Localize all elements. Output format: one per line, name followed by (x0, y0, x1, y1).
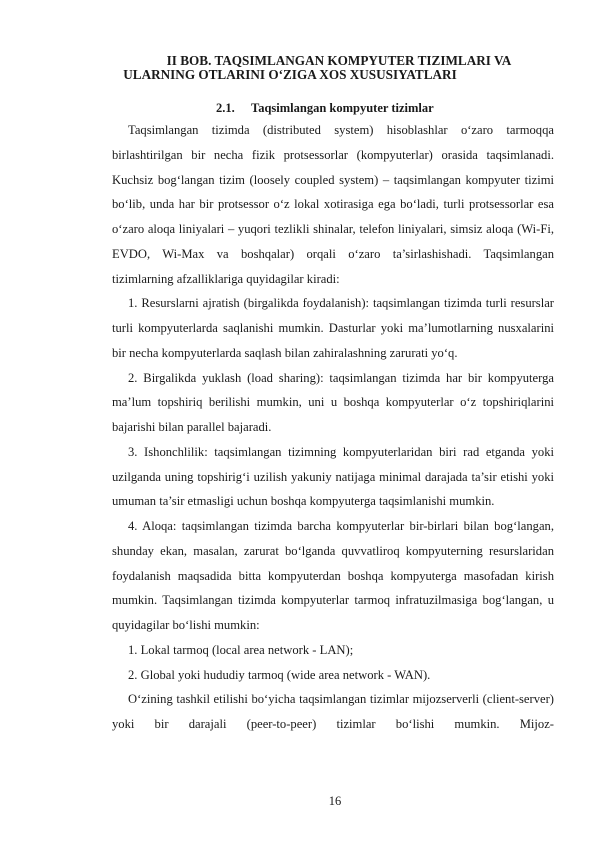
section-heading (216, 99, 434, 117)
page-number: 16 (328, 794, 342, 808)
chapter-title-line-1: II BOB. TAQSIMLANGAN KOMPYUTER TIZIMLARI VA (166, 53, 512, 68)
network-type-lan: 1. Lokal tarmoq (local area network - LAN); (128, 642, 354, 657)
body-text (112, 118, 554, 737)
section-number: 2.1. (216, 101, 235, 115)
paragraph-organization: O‘zining tashkil etilishi bo‘yicha taqsimlangan tizimlar mijozserverli (client-server) yoki bir darajali (peer-to-peer) tizimlar bo‘lishi mumkin. Mijoz- (112, 692, 554, 731)
list-item-reliability: 3. Ishonchlilik: taqsimlangan tizimning kompyuterlaridan biri rad etganda yoki uzilganda uning topshirig‘i uzilish yakuniy natijaga minimal darajada ta’sir etishi yoki umuman ta’sir etmasligi uchun boshqa kompyuterga taqsimlanishi mumkin. (112, 444, 554, 509)
list-item-communication: 4. Aloqa: taqsimlangan tizimda barcha kompyuterlar bir-birlari bilan bog‘langan, shunday ekan, masalan, zarurat bo‘lganda quvvatliroq kompyuterning resurslaridan foydalanish maqsadida bitta kompyuterdan boshqa kompyuterga masofadan kirish mumkin. Taqsimlangan tizimda kompyuterlar tarmoq infratuzilmasiga bog‘langan, u quyidagilar bo‘lishi mumkin: (112, 519, 554, 632)
section-title: Taqsimlangan kompyuter tizimlar (251, 101, 434, 115)
list-item-resources: 1. Resurslarni ajratish (birgalikda foydalanish): taqsimlangan tizimda turli resurslar turli kompyuterlarda saqlanishi mumkin. Dasturlar yoki ma’lumotlarning nusxalarini bir necha kompyuterlarda saqlash bilan zahiralashning zarurati yo‘q. (112, 296, 554, 360)
paragraph-intro: Taqsimlangan tizimda (distributed system) hisoblashlar o‘zaro tarmoqqa birlashtirilgan bir necha fizik protsessorlar (kompyuterlar) orasida taqsimlanadi. Kuchsiz bog‘langan tizim (loosely coupled system) – taqsimlangan kompyuter tizimi bo‘lib, unda har bir protsessor o‘z lokal xotirasiga ega bo‘ladi, turli protsessorlar esa o‘zaro aloqa liniyalari – yuqori tezlikli shinalar, telefon liniyalari, simsiz aloqa (Wi-Fi, EVDO, Wi-Max va boshqalar) orqali o‘zaro ta’sirlashishadi. Taqsimlangan tizimlarning afzalliklariga quyidagilar kiradi: (112, 123, 554, 286)
chapter-title-line-2: ULARNING OTLARINI O‘ZIGA XOS XUSUSIYATLARI (123, 67, 457, 82)
list-item-load-sharing: 2. Birgalikda yuklash (load sharing): taqsimlangan tizimda har bir kompyuterga ma’lum topshiriq berilishi mumkin, uni u boshqa kompyuterlar o‘z topshiriqlarini bajarishi bilan parallel bajaradi. (112, 370, 554, 434)
network-type-wan: 2. Global yoki hududiy tarmoq (wide area network - WAN). (128, 667, 431, 682)
